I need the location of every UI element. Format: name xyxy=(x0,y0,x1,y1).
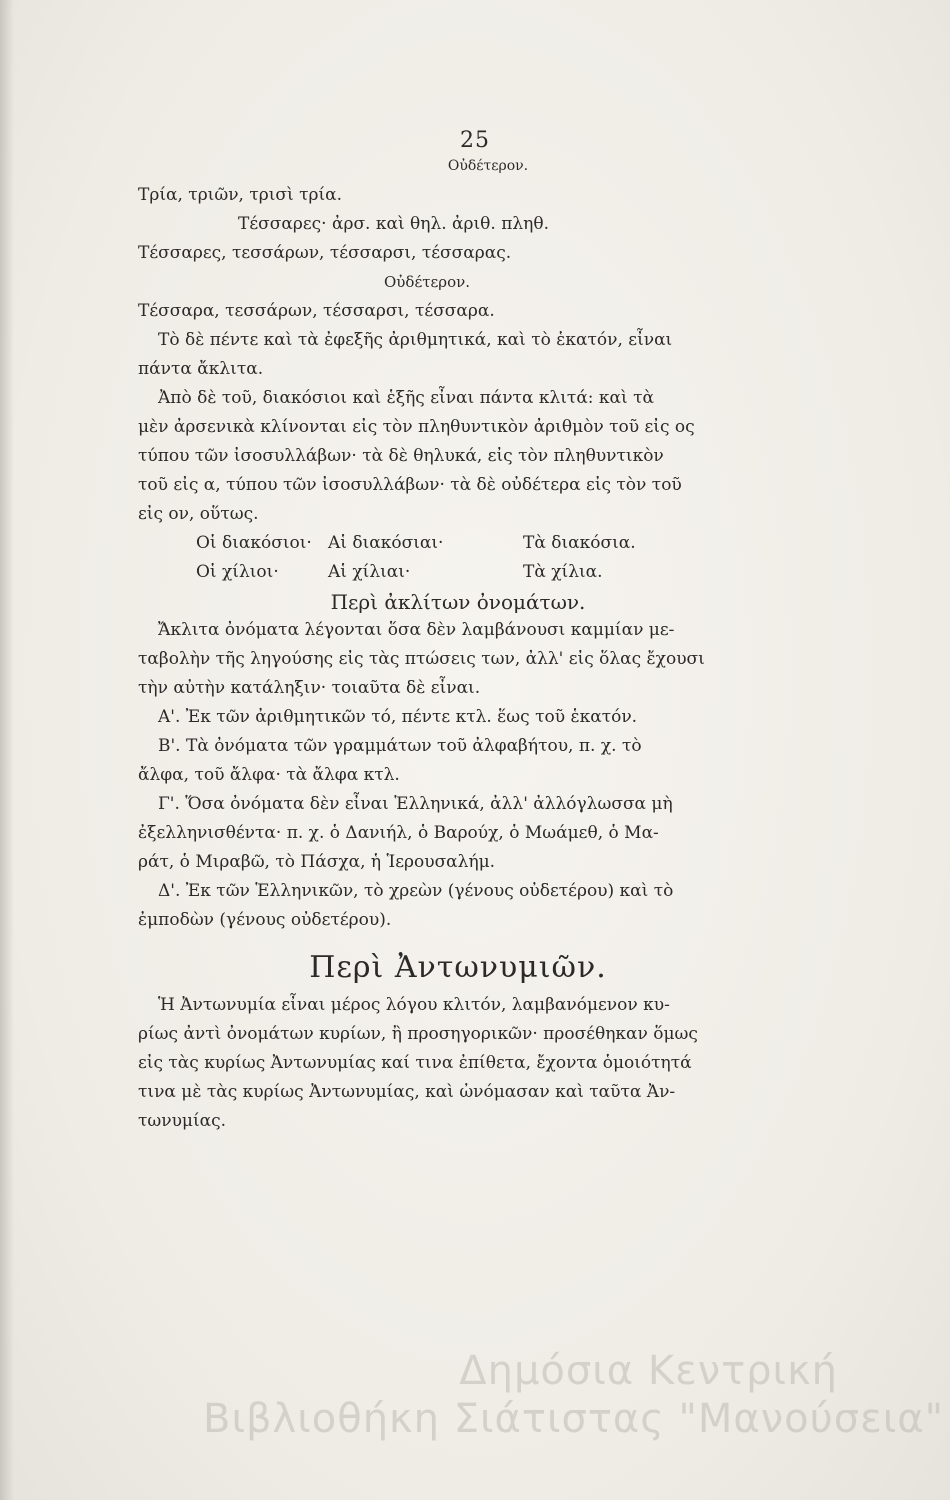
list-item-c: Γ'. Ὅσα ὀνόματα δὲν εἶναι Ἑλληνικά, ἀλλ' ἀλλόγλωσσα μὴ xyxy=(158,794,673,814)
declension-neut: Τὰ χίλια. xyxy=(523,562,603,582)
list-item-a: Α'. Ἐκ τῶν ἀριθμητικῶν τό, πέντε κτλ. ἕως τοῦ ἑκατόν. xyxy=(158,707,638,727)
declension-fem: Αἱ χίλιαι· xyxy=(328,562,411,582)
declension-fem: Αἱ διακόσιαι· xyxy=(328,533,444,553)
library-watermark-line1: Δημόσια Κεντρική xyxy=(459,1348,838,1394)
declension-row xyxy=(138,558,778,587)
subtitle-neuter: Οὐδέτερον. xyxy=(447,158,529,174)
text-line: Τέσσαρες, τεσσάρων, τέσσαρσι, τέσσαρας. xyxy=(138,243,512,263)
text-line: Τρία, τριῶν, τρισὶ τρία. xyxy=(138,185,343,205)
declension-row xyxy=(138,529,778,558)
declension-masc: Οἱ χίλιοι· xyxy=(196,562,279,582)
text-line: μὲν ἀρσενικὰ κλίνονται εἰς τὸν πληθυντικὸν ἀριθμὸν τοῦ εἰς ος xyxy=(138,417,695,437)
page-text xyxy=(138,152,778,1136)
text-line: ράτ, ὁ Μιραβῶ, τὸ Πάσχα, ἡ Ἱερουσαλήμ. xyxy=(138,852,496,872)
text-line: Ἀπὸ δὲ τοῦ, διακόσιοι καὶ ἑξῆς εἶναι πάντα κλιτά: καὶ τὰ xyxy=(158,388,654,408)
text-line: τὴν αὐτὴν κατάληξιν· τοιαῦτα δὲ εἶναι. xyxy=(138,678,481,698)
text-line: τοῦ εἰς α, τύπου τῶν ἰσοσυλλάβων· τὰ δὲ οὐδέτερα εἰς τὸν τοῦ xyxy=(138,475,682,495)
list-item-b: Β'. Τὰ ὀνόματα τῶν γραμμάτων τοῦ ἀλφαβήτου, π. χ. τὸ xyxy=(158,736,642,756)
text-line: Τέσσαρες· ἀρσ. καὶ θηλ. ἀριθ. πληθ. xyxy=(238,214,549,234)
text-line: εἰς τὰς κυρίως Ἀντωνυμίας καί τινα ἐπίθετα, ἔχοντα ὁμοιότητά xyxy=(138,1053,692,1073)
text-line: ἐμποδὼν (γένους οὐδετέρου). xyxy=(138,910,392,930)
text-line: ἄλφα, τοῦ ἄλφα· τὰ ἄλφα κτλ. xyxy=(138,765,400,785)
page-number: 25 xyxy=(460,128,490,153)
library-watermark-line2: Βιβλιοθήκη Σιάτιστας "Μανούσεια" xyxy=(203,1396,944,1442)
text-line: Ἄκλιτα ὀνόματα λέγονται ὅσα δὲν λαμβάνουσι καμμίαν με- xyxy=(158,620,675,640)
text-line: Τὸ δὲ πέντε καὶ τὰ ἐφεξῆς ἀριθμητικά, καὶ τὸ ἑκατόν, εἶναι xyxy=(158,330,673,350)
declension-neut: Τὰ διακόσια. xyxy=(523,533,636,553)
section-heading-pronouns: Περὶ Ἀντωνυμιῶν. xyxy=(309,950,607,985)
declension-masc: Οἱ διακόσιοι· xyxy=(196,533,312,553)
text-line: Ἡ Ἀντωνυμία εἶναι μέρος λόγου κλιτόν, λαμβανόμενον κυ- xyxy=(158,995,670,1015)
text-line: ἐξελληνισθέντα· π. χ. ὁ Δανιήλ, ὁ Βαρούχ, ὁ Μωάμεθ, ὁ Μα- xyxy=(138,823,659,843)
text-line: ταβολὴν τῆς ληγούσης εἰς τὰς πτώσεις των, ἀλλ' εἰς ὅλας ἔχουσι xyxy=(138,649,705,669)
text-line: τωνυμίας. xyxy=(138,1111,227,1131)
text-line: ρίως ἀντὶ ὀνομάτων κυρίων, ἢ προσηγορικῶν· προσέθηκαν ὅμως xyxy=(138,1024,698,1044)
text-line: τινα μὲ τὰς κυρίως Ἀντωνυμίας, καὶ ὠνόμασαν καὶ ταῦτα Ἀν- xyxy=(138,1082,676,1102)
text-line: εἰς ον, οὕτως. xyxy=(138,504,259,524)
section-heading-indeclinable: Περὶ ἀκλίτων ὀνομάτων. xyxy=(330,590,586,614)
text-line: πάντα ἄκλιτα. xyxy=(138,359,264,379)
subtitle-neuter: Οὐδέτερον. xyxy=(384,273,471,291)
list-item-d: Δ'. Ἐκ τῶν Ἑλληνικῶν, τὸ χρεὼν (γένους οὐδετέρου) καὶ τὸ xyxy=(158,881,674,901)
text-line: τύπου τῶν ἰσοσυλλάβων· τὰ δὲ θηλυκά, εἰς τὸν πληθυντικὸν xyxy=(138,446,664,466)
page-edge-shadow xyxy=(0,0,14,1500)
text-line: Τέσσαρα, τεσσάρων, τέσσαρσι, τέσσαρα. xyxy=(138,301,495,321)
